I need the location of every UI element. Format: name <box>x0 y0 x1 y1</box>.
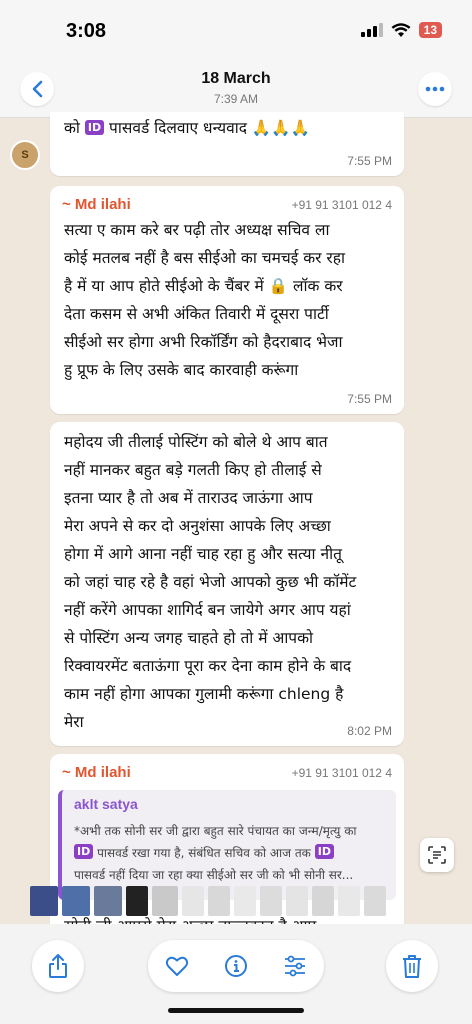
photo-thumbnail[interactable] <box>364 886 386 916</box>
id-badge: ID <box>74 844 93 859</box>
heart-icon[interactable] <box>165 955 189 977</box>
photo-thumbnail[interactable] <box>182 886 204 916</box>
sender-phone: +91 91 3101 012 4 <box>291 198 392 212</box>
quote-text: *अभी तक सोनी सर जी द्वारा बहुत सारे पंचायत का जन्म/मृत्यु का ID पासवर्ड रखा गया है, संबंधित सचिव को आज तक ID पासवर्ड नहीं दिया जा रहा क्या सीईओ सर जी को भी सोनी सर... <box>74 824 357 882</box>
photo-actions-group <box>148 940 324 992</box>
sender-name[interactable]: ~ Md ilahi <box>62 764 131 781</box>
id-badge: ID <box>85 120 104 135</box>
message-text: सत्या ए काम करे बर पढ़ी तोर अध्यक्ष सचिव ला कोई मतलब नहीं है बस सीईओ का चमचई कर रहा है में या आप होते सीईओ के चैंबर में 🔒 लॉक कर देता कसम से अभी अंकित तिवारी में दूसरा पार्टी सीईओ सर होगा अभी रिकॉर्डिंग को हैदराबाद भेजा हु प्रूफ के लिए उसके बाद कारवाही करूंगा <box>64 221 346 379</box>
avatar[interactable]: S <box>10 140 40 170</box>
header <box>0 62 472 118</box>
battery-level: 13 <box>419 22 442 38</box>
scan-text-icon <box>427 845 447 865</box>
photo-thumbnail[interactable] <box>208 886 230 916</box>
message-text: को ID पासवर्ड दिलवाए धन्यवाद 🙏🙏🙏 <box>64 119 310 137</box>
share-icon <box>47 953 69 979</box>
header-title: 18 March <box>201 70 271 87</box>
message-time: 7:55 PM <box>347 392 392 406</box>
message-bubble[interactable] <box>50 422 404 746</box>
trash-icon <box>401 953 423 979</box>
status-time: 3:08 <box>66 20 107 42</box>
chat-area <box>0 118 472 924</box>
sender-phone: +91 91 3101 012 4 <box>291 766 392 780</box>
delete-button[interactable] <box>386 940 438 992</box>
id-badge: ID <box>315 844 334 859</box>
adjust-icon[interactable] <box>283 955 307 977</box>
home-indicator <box>168 1008 304 1013</box>
more-icon <box>425 86 445 92</box>
wifi-icon <box>391 23 411 38</box>
header-subtitle: 7:39 AM <box>213 92 259 106</box>
photo-thumbnail[interactable] <box>152 886 178 916</box>
photo-thumbnail[interactable] <box>62 886 90 916</box>
message-bubble[interactable] <box>50 112 404 176</box>
message-text: महोदय जी तीलाई पोस्टिंग को बोले थे आप बात नहीं मानकर बहुत बड़े गलती किए हो तीलाई से इतना प्यार है तो अब में ताराउद जाऊंगा आप मेरा अपने से कर दो अनुशंसा आपके लिए अच्छा होगा में आगे आना नहीं चाह रहा हु और सत्या नीतू को जहां चाह रहे है वहां भेजो आपको कुछ भी कॉमेंट नहीं करेंगे आपका शागिर्द बन जायेगे अगर आप यहां से पोस्टिंग अन्य जगह चाहते हो तो में आपको रिक्वायरमेंट बताऊंगा पूरा कर देना काम होने के बाद काम नहीं होगा आपका गुलामी करूंगा chleng है मेरा <box>64 433 357 731</box>
photo-thumbnail[interactable] <box>338 886 360 916</box>
photo-thumbnail[interactable] <box>126 886 148 916</box>
photo-thumbnail[interactable] <box>94 886 122 916</box>
photo-thumbnail[interactable] <box>286 886 308 916</box>
message-bubble[interactable] <box>50 186 404 414</box>
info-icon[interactable] <box>224 954 248 978</box>
photo-thumbnail[interactable] <box>260 886 282 916</box>
more-button[interactable] <box>418 72 452 106</box>
sender-name[interactable]: ~ Md ilahi <box>62 196 131 213</box>
live-text-button[interactable] <box>420 838 454 872</box>
share-button[interactable] <box>32 940 84 992</box>
quoted-message[interactable] <box>58 790 396 900</box>
status-bar <box>0 0 472 62</box>
message-time: 7:55 PM <box>347 154 392 168</box>
photo-thumbnail[interactable] <box>30 886 58 916</box>
photo-thumbnail-strip[interactable] <box>30 886 450 920</box>
photo-thumbnail[interactable] <box>312 886 334 916</box>
status-icons <box>361 22 442 38</box>
cellular-signal-icon <box>361 23 383 37</box>
photo-thumbnail[interactable] <box>234 886 256 916</box>
quote-author: aklt satya <box>74 796 138 812</box>
message-time: 8:02 PM <box>347 724 392 738</box>
